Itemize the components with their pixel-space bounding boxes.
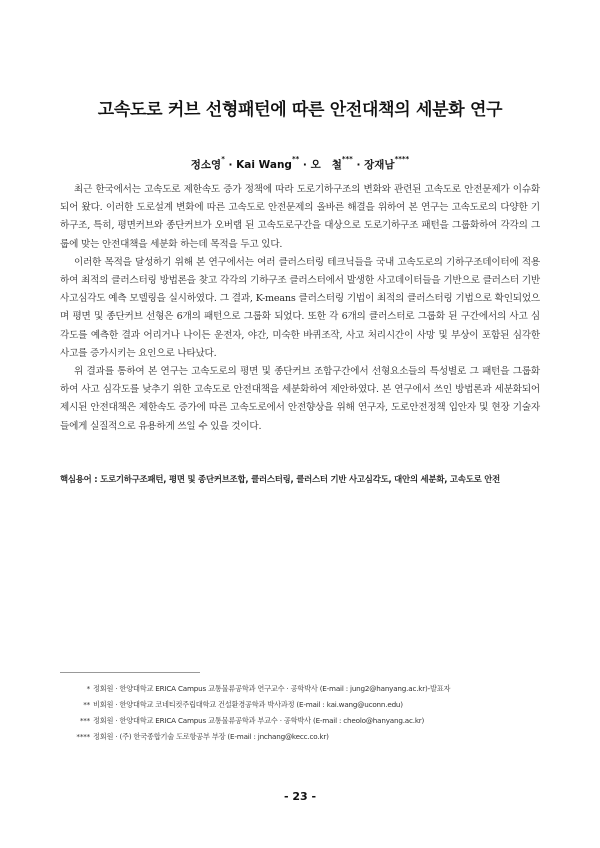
footnote-text: 정회원 · 한양대학교 ERICA Campus 교통물류공학과 연구교수 · 공학박사 (E-mail : jung2@hanyang.ac.kr)-발표자 xyxy=(93,684,451,693)
footnote-mark: ** xyxy=(83,700,90,709)
abstract-paragraph: 이러한 목적을 달성하기 위해 본 연구에서는 여러 클러스터링 테크닉들을 국내 고속도로의 기하구조데이터에 적용하여 최적의 클러스터링 방법론을 찾고 각각의 기하구조 클러스터에서 발생한 사고데이터들을 기반으로 클러스터 기반 사고심각도 예측 모델링을 실시하였다. 그 결과, K-means 클러스터링 기법이 최적의 클러스터링 기법으로 확인되었으며 평면 및 종단커브 선형은 6개의 패턴으로 그룹화 되었다. 또한 각 6개의 클러스터로 그룹화 된 구간에서의 사고 심각도를 예측한 결과 어리거나 나이든 운전자, 야간, 미숙한 바퀴조작, 사고 처리시간이 사망 및 부상이 포함된 심각한 사고를 증가시키는 요인으로 나타났다. xyxy=(60,256,540,359)
author-separator: · xyxy=(228,159,233,171)
author-name: 정소영 xyxy=(190,159,222,171)
footnote-mark: **** xyxy=(76,732,90,741)
footnote-mark: * xyxy=(86,684,90,693)
footnote-text: 정회원 · 한양대학교 ERICA Campus 교통물류공학과 부교수 · 공학박사 (E-mail : cheolo@hanyang.ac.kr) xyxy=(93,716,425,725)
footnote xyxy=(60,697,540,713)
author-name: 오 철 xyxy=(310,159,342,171)
footnote xyxy=(60,681,540,697)
abstract-paragraph: 위 결과를 통하여 본 연구는 고속도로의 평면 및 종단커브 조합구간에서 선형요소들의 특성별로 그 패턴을 그룹화하여 사고 심각도를 낮추기 위한 고속도로 안전대책을 세분화하여 제안하였다. 본 연구에서 쓰인 방법론과 세분화되어 제시된 안전대책은 제한속도 증가에 따른 고속도로에서 안전향상을 위해 연구자, 도로안전정책 입안자 및 현장 기술자들에게 실질적으로 유용하게 쓰일 수 있을 것이다. xyxy=(60,366,540,432)
author-separator: · xyxy=(356,159,361,171)
author-separator: · xyxy=(302,159,307,171)
author-name: 장재남 xyxy=(364,159,395,171)
footnotes xyxy=(60,681,540,745)
footnote-text: 정회원 · (주) 한국종합기술 도로항공부 부장 (E-mail : jnchang@kecc.co.kr) xyxy=(93,732,329,741)
keywords: 핵심용어 : 도로기하구조패턴, 평면 및 종단커브조합, 클러스터링, 클러스터 기반 사고심각도, 대안의 세분화, 고속도로 안전 xyxy=(60,474,500,484)
author-footnote-mark: **** xyxy=(394,155,410,163)
author-line xyxy=(60,157,540,172)
footnote-divider xyxy=(60,672,200,673)
footnote-text: 비회원 · 한양대학교 코네티컷주립대학교 건설환경공학과 박사과정 (E-mail : kai.wang@uconn.edu) xyxy=(93,700,403,709)
abstract-paragraph: 최근 한국에서는 고속도로 제한속도 증가 정책에 따라 도로기하구조의 변화와 관련된 고속도로 안전문제가 이슈화 되어 왔다. 이러한 도로설계 변화에 따른 고속도로 안전문제의 올바른 해결을 위하여 본 연구는 고속도로의 다양한 기하구조, 특히, 평면커브와 종단커브가 오버랩 된 고속도로구간을 대상으로 도로기하구조 패턴을 그룹화하여 각각의 그룹에 맞는 안전대책을 세분화 하는데 목적을 두고 있다. xyxy=(60,184,540,250)
footnote-mark: *** xyxy=(79,716,90,725)
author-footnote-mark: *** xyxy=(341,155,353,163)
footnote xyxy=(60,713,540,729)
author-name: Kai Wang xyxy=(236,159,292,171)
footnote xyxy=(60,729,540,745)
page-number: - 23 - xyxy=(283,790,317,803)
author-footnote-mark: ** xyxy=(291,155,300,163)
author-footnote-mark: * xyxy=(221,155,225,163)
paper-title: 고속도로 커브 선형패턴에 따른 안전대책의 세분화 연구 xyxy=(97,100,503,120)
abstract xyxy=(60,181,540,436)
